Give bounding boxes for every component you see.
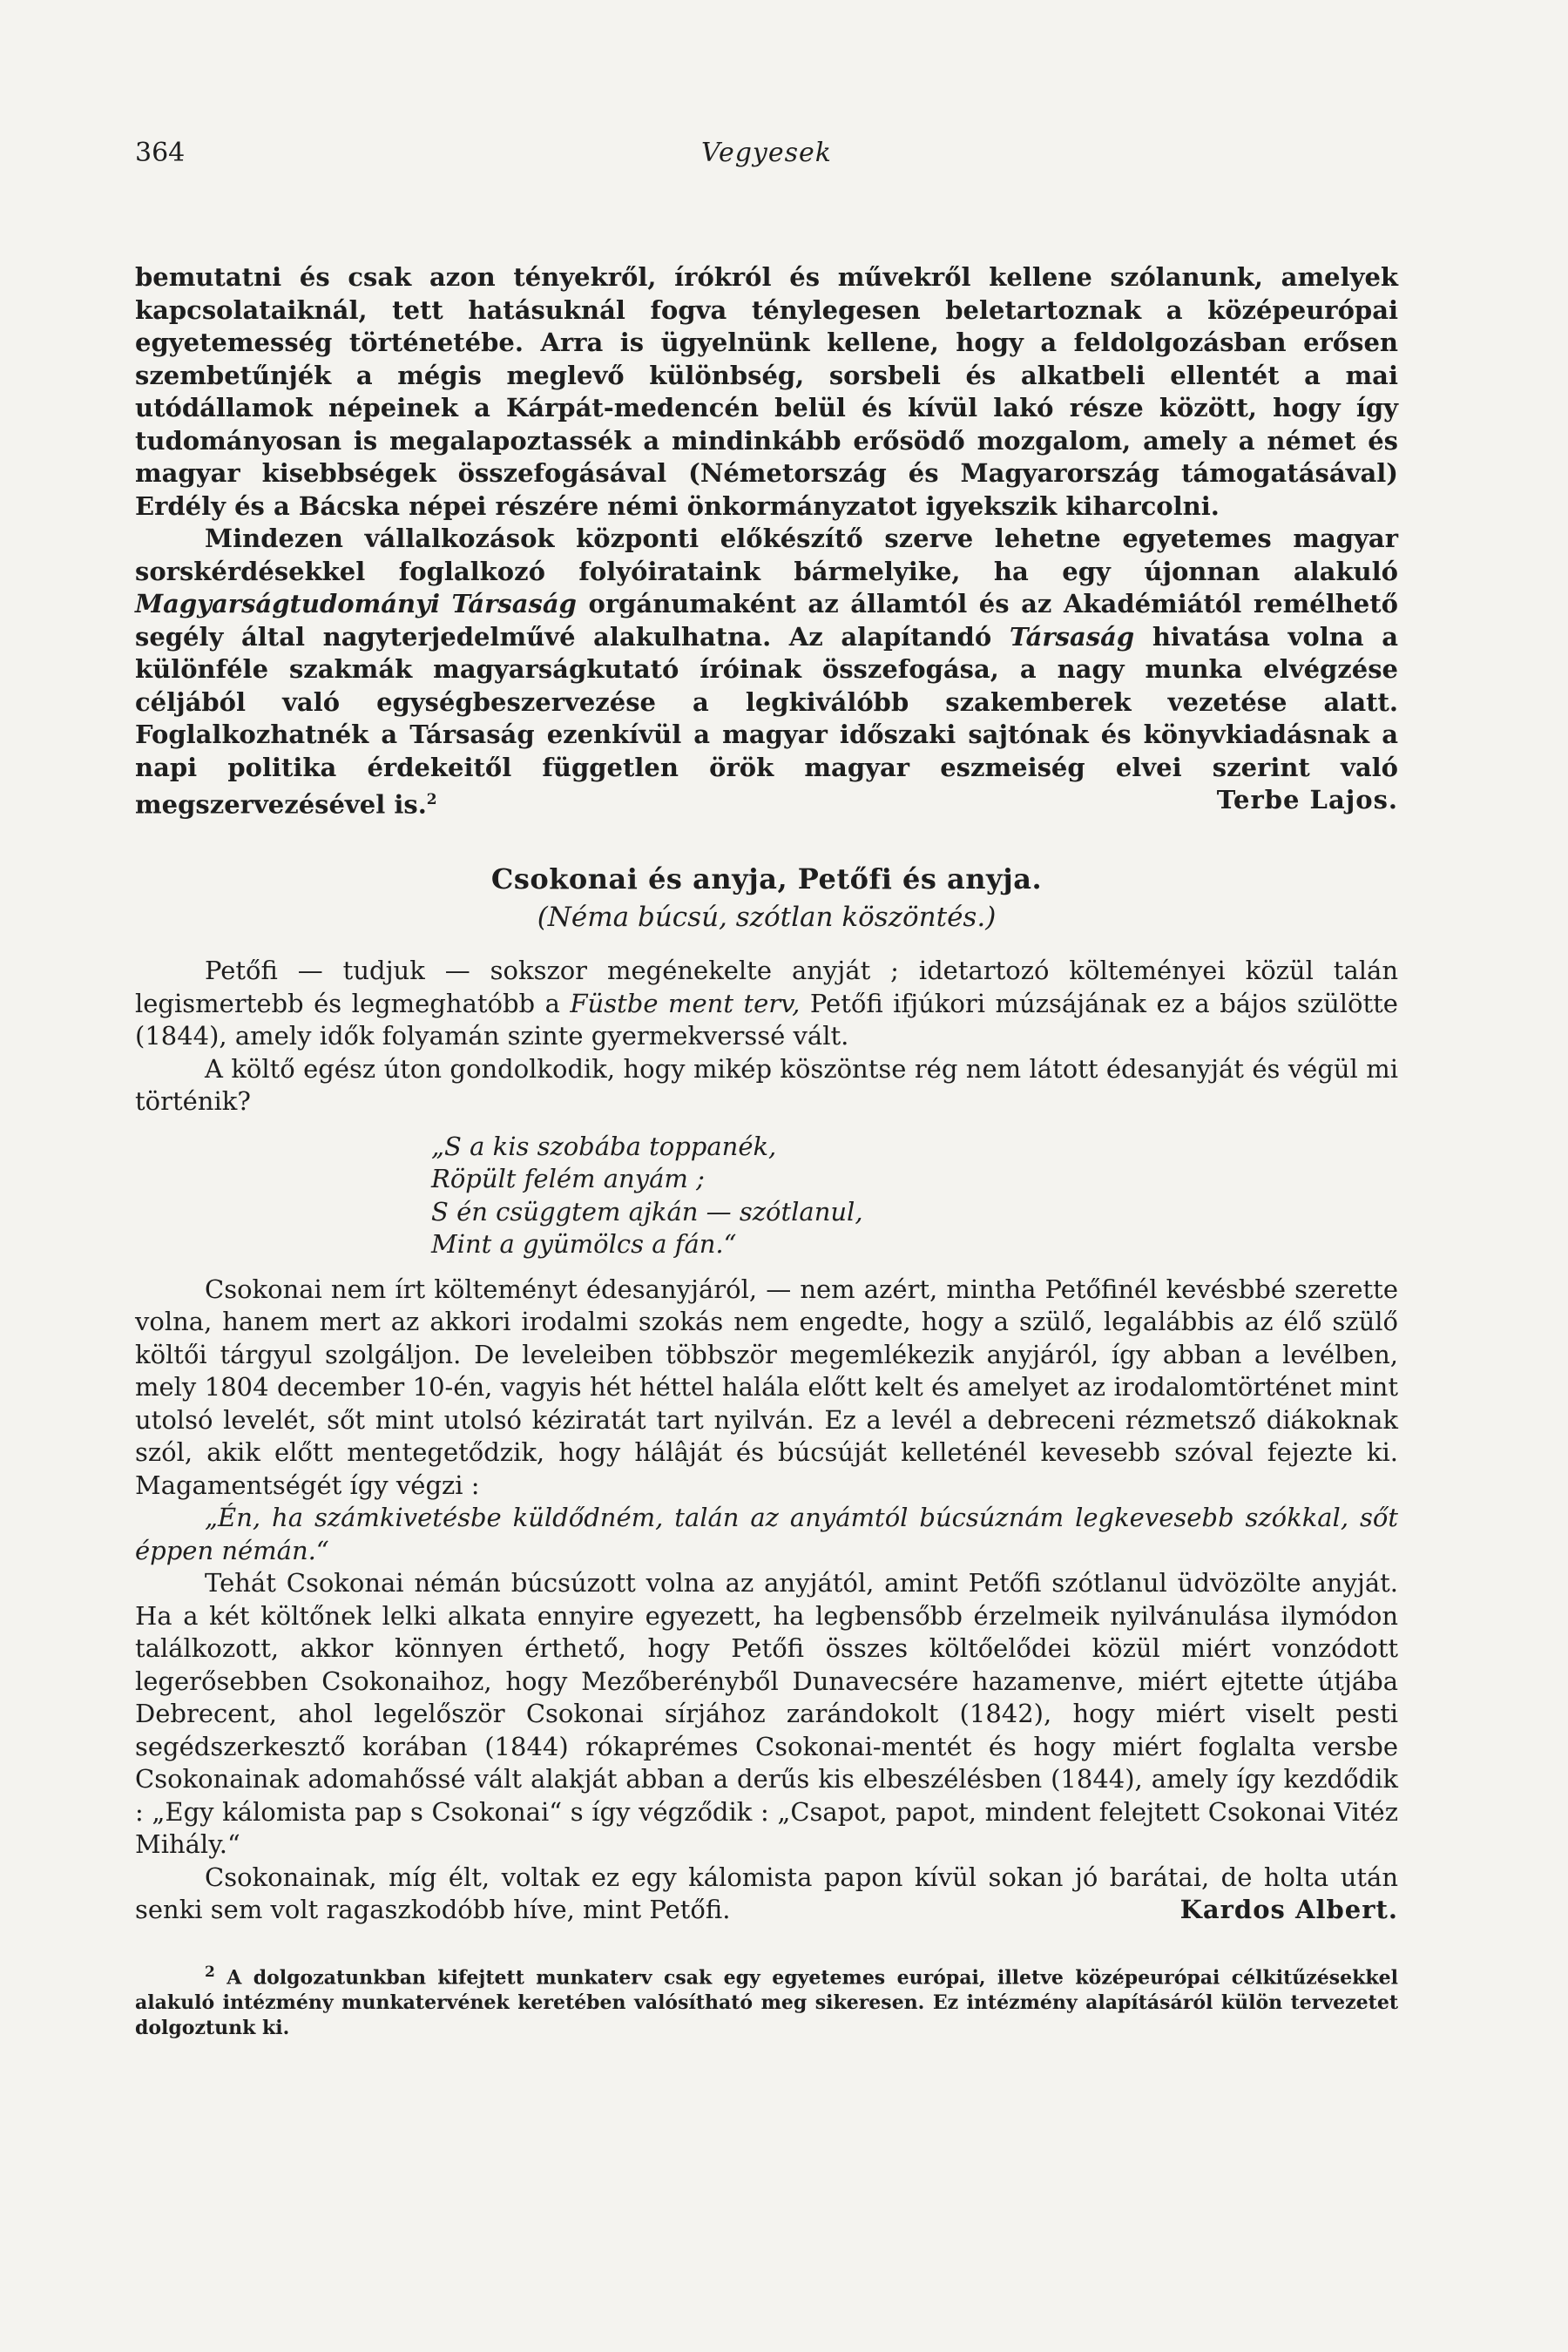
paragraph: A költő egész úton gondolkodik, hogy mikép köszöntse rég nem látott édesanyját és végül mi történik? bbox=[135, 1053, 1398, 1117]
article-subtitle: (Néma búcsú, szótlan köszöntés.) bbox=[537, 901, 997, 933]
italic-run: Füstbe ment terv, bbox=[570, 988, 801, 1018]
page-body bbox=[135, 261, 1398, 2041]
italic-run: Társaság bbox=[1009, 621, 1135, 652]
block-quote: „Én, ha számkivetésbe küldődném, talán az anyámtól búcsúznám legkevesebb szókkal, sőt éppen némán.“ bbox=[135, 1503, 1398, 1565]
article-terbe bbox=[135, 261, 1398, 821]
footnote-text: A dolgozatunkban kifejtett munkaterv csak egy egyetemes európai, illetve középeurópai célkitűzésekkel alakuló intézmény munkatervének keretében valósítható meg sikeresen. Ez intézmény alapításáról külön tervezetet dolgoztunk ki. bbox=[135, 1965, 1398, 2039]
footnote-ref: 2 bbox=[426, 791, 437, 808]
article-title: Csokonai és anyja, Petőfi és anyja. bbox=[490, 862, 1043, 896]
author-signature: Terbe Lajos. bbox=[1216, 785, 1398, 814]
footnote-mark: 2 bbox=[205, 1963, 215, 1981]
paragraph bbox=[135, 955, 1398, 1053]
paragraph: Tehát Csokonai némán búcsúzott volna az anyjától, amint Petőfi szótlanul üdvözölte anyját. Ha a két költőnek lelki alkata ennyire egyezett, ha legbensőbb érzelmeik nyilvánulása ilymódon találkozott, akkor könnyen érthető, hogy Petőfi összes költőelődei közül miért vonzódott legerősebben Csokonaihoz, hogy Mezőberényből Dunavecsére hazamenve, miért ejtette útjába Debrecent, ahol legelőször Csokonai sírjához zarándokolt (1842), hogy miért viselt pesti segédszerkesztő korában (1844) rókaprémes Csokonai-mentét és hogy miért foglalta versbe Csokonainak adomahőssé vált alakját abban a derűs kis elbeszélésben (1844), amely így kezdődik : „Egy kálomista pap s Csokonai“ s így végződik : „Csapot, papot, mindent felejtett Csokonai Vitéz Mihály.“ bbox=[135, 1568, 1398, 1860]
text-run: Mindezen vállalkozások központi előkészítő szerve lehetne egyetemes magyar sorskérdésekkel foglalkozó folyóirataink bármelyike, ha egy újonnan alakuló bbox=[135, 524, 1398, 586]
poem-line: „S a kis szobába toppanék, bbox=[431, 1131, 777, 1161]
paragraph bbox=[135, 523, 1398, 821]
text-run: orgánumaként az államtól és az Akadémiától remélhető segély által nagyterjedelművé alakulhatna. Az alapítandó bbox=[135, 589, 1398, 652]
paragraph bbox=[135, 1862, 1398, 1927]
poem-quote bbox=[431, 1131, 1398, 1261]
footnote bbox=[135, 1960, 1398, 2041]
text-run: Csokonainak, míg élt, voltak ez egy kálomista papon kívül sokan jó barátai, de holta után senki sem volt ragaszkodóbb híve, mint Petőfi. bbox=[135, 1862, 1398, 1925]
running-head: Vegyesek bbox=[701, 138, 832, 168]
paragraph: Csokonai nem írt költeményt édesanyjáról, — nem azért, mintha Petőfinél kevésbbé szerette volna, hanem mert az akkori irodalmi szokás nem engedte, hogy a szülő, legalábbis az élő szülő költői tárgyul szolgáljon. De leveleiben többször megemlékezik anyjáról, így abban a levélben, mely 1804 december 10-én, vagyis hét héttel halála előtt kelt és amelyet az irodalomtörténet mint utolsó levelét, sőt mint utolsó kéziratát tart nyilván. Ez a levél a debreceni rézmetsző diákoknak szól, akik előtt mentegetődzik, hogy hálâját és búcsúját kelleténél kevesebb szóval fejezte ki. Magamentségét így végzi : bbox=[135, 1274, 1398, 1500]
text-run: hivatása volna a különféle szakmák magyarságkutató íróinak összefogása, a nagy munka elvégzése céljából való egységbeszervezése a legkiválóbb szakemberek vezetése alatt. Foglalkozhatnék a Társaság ezenkívül a magyar időszaki sajtónak és könyvkiadásnak a napi politika érdekeitől független örök magyar eszmeiség elvei szerint való megszervezésével is. bbox=[135, 621, 1398, 820]
paragraph: bemutatni és csak azon tényekről, írókról és művekről kellene szólanunk, amelyek kapcsolataiknál, tett hatásuknál fogva ténylegesen beletartoznak a középeurópai egyetemesség történetébe. Arra is ügyelnünk kellene, hogy a feldolgozásban erősen szembetűnjék a mégis meglevő különbség, sorsbeli és alkatbeli ellentét a mai utódállamok népeinek a Kárpát-medencén belül és kívül lakó része között, hogy így tudományosan is megalapoztassék a mindinkább erősödő mozgalom, amely a német és magyar kisebbségek összefogásával (Németország és Magyarország támogatásával) Erdély és a Bácska népei részére némi önkormányzatot igyekszik kiharcolni. bbox=[135, 262, 1398, 521]
poem-line: S én csüggtem ajkán — szótlanul, bbox=[431, 1196, 863, 1227]
italic-run: Magyarságtudományi Társaság bbox=[135, 589, 577, 618]
poem-line: Mint a gyümölcs a fán.“ bbox=[431, 1229, 737, 1260]
page-header bbox=[135, 138, 1398, 172]
text-run: Petőfi — tudjuk — sokszor megénekelte anyját ; idetartozó költeményei közül talán legismertebb és legmeghatóbb a bbox=[135, 956, 1398, 1018]
author-signature: Kardos Albert. bbox=[1179, 1895, 1398, 1925]
text-run: Petőfi ifjúkori múzsájának ez a bájos szülötte (1844), amely idők folyamán szinte gyermekverssé vált. bbox=[135, 988, 1398, 1051]
page-number: 364 bbox=[135, 138, 186, 168]
poem-line: Röpült felém anyám ; bbox=[431, 1164, 705, 1194]
